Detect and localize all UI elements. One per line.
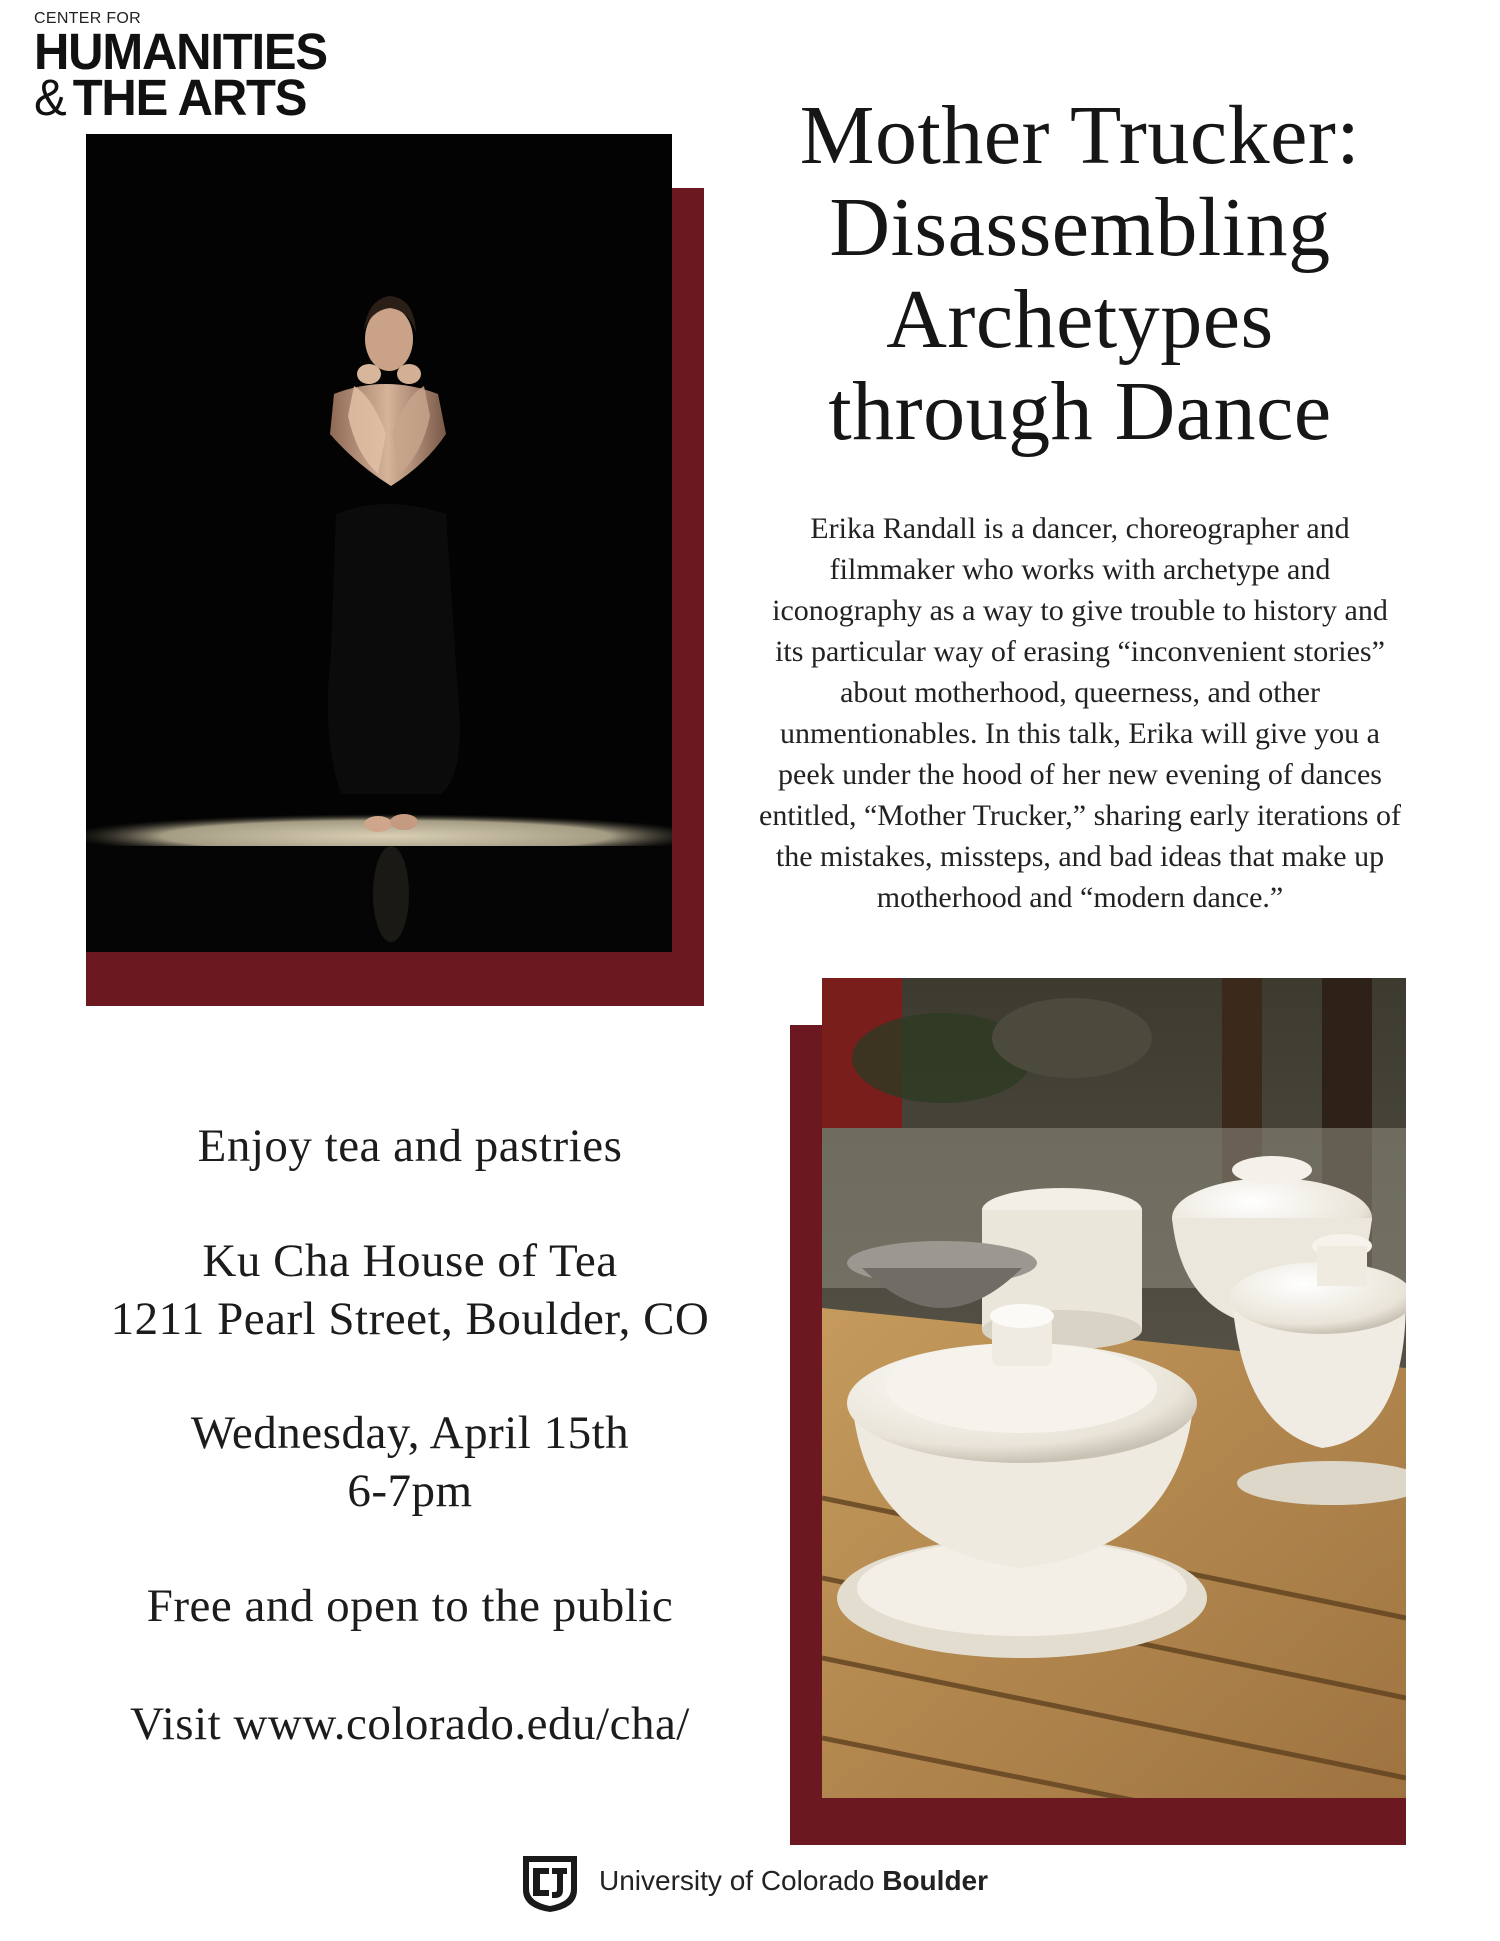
logo-arts-text: THE ARTS	[72, 69, 307, 127]
venue-address: 1211 Pearl Street, Boulder, CO	[110, 1293, 710, 1345]
title-line-3: Archetypes	[886, 273, 1274, 366]
event-description: Erika Randall is a dancer, choreographer and filmmaker who works with archetype and iconography as a way to give trouble to history and its particular way of erasing “inconvenient stories” about motherhood, queerness, and other unmentionables. In this talk, Erika will give you a peek under the hood of her new evening of dances entitled, “Mother Trucker,” sharing early iterations of the mistakes, missteps, and bad ideas that make up motherhood and “modern dance.”	[759, 512, 1401, 914]
logo-center-for: CENTER FOR	[34, 10, 141, 27]
footer-campus: Boulder	[882, 1865, 989, 1896]
footer-university-name: University of Colorado	[599, 1865, 875, 1896]
website-text: Visit www.colorado.edu/cha/	[130, 1698, 690, 1750]
cu-boulder-footer	[515, 1848, 988, 1914]
refreshments-text: Enjoy tea and pastries	[197, 1120, 623, 1172]
title-line-2: Disassembling	[829, 181, 1331, 274]
dancer-photo	[86, 134, 672, 952]
cu-logo-icon	[515, 1846, 585, 1916]
admission-text: Free and open to the public	[146, 1580, 674, 1632]
title-line-4: through Dance	[828, 365, 1332, 458]
event-title	[740, 90, 1420, 458]
footer-university	[599, 1865, 988, 1897]
title-line-1: Mother Trucker:	[799, 89, 1361, 182]
chaa-logo	[34, 10, 354, 127]
logo-humanities: HUMANITIES	[34, 23, 327, 81]
tea-photo	[822, 978, 1406, 1798]
event-date: Wednesday, April 15th	[190, 1407, 630, 1459]
event-time: 6-7pm	[347, 1465, 473, 1517]
logo-ampersand: &	[34, 69, 67, 127]
logo-the-arts	[34, 69, 354, 127]
venue-name: Ku Cha House of Tea	[202, 1235, 618, 1287]
